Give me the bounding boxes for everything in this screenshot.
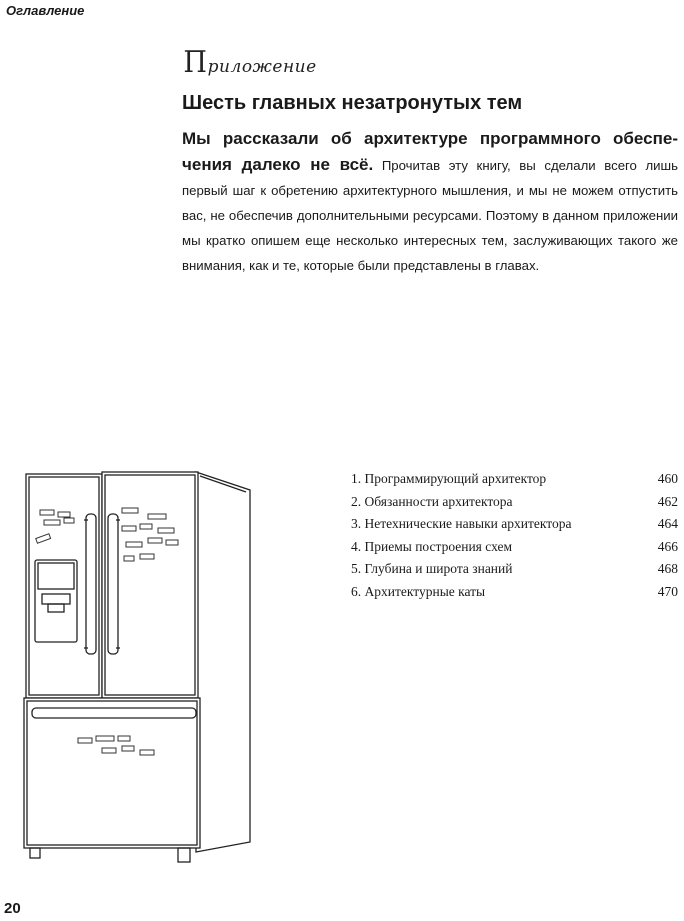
toc-item[interactable] xyxy=(351,468,678,491)
toc-item-label: 3. Нетехнические навыки архитектора xyxy=(351,516,572,531)
toc-item[interactable] xyxy=(351,513,678,536)
toc-item-label: 4. Приемы построения схем xyxy=(351,538,513,554)
appendix-initial: П xyxy=(183,45,208,80)
toc-item[interactable] xyxy=(351,536,678,559)
intro-body: Прочитав эту книгу, вы сделали всего лишь первый шаг к обретению архитектурного мышления, и мы не можем отпустить вас, не обеспечив дополнительными ресурсами. Поэтому в данном приложении мы кратко опишем еще несколько интересных тем, заслуживающих такого же внимания, как и те, которые были представлены в главах. xyxy=(182,158,678,273)
appendix-label xyxy=(182,45,317,80)
toc-item-page: 460 xyxy=(657,471,678,486)
toc-list xyxy=(351,468,678,603)
toc-item-label: 2. Обязанности архитектора xyxy=(351,493,513,509)
toc-item[interactable] xyxy=(351,491,678,514)
page-number: 20 xyxy=(4,900,21,917)
toc-item[interactable] xyxy=(351,581,678,604)
toc-item[interactable] xyxy=(351,558,678,581)
appendix-label-rest: риложение xyxy=(207,57,317,77)
toc-item-page: 466 xyxy=(657,538,678,554)
toc-item-page: 470 xyxy=(657,583,678,599)
toc-item-page: 468 xyxy=(657,561,678,576)
page-title: Шесть главных незатронутых тем xyxy=(182,92,523,114)
intro-paragraph xyxy=(182,126,678,278)
toc-item-page: 462 xyxy=(657,493,678,509)
toc-item-page: 464 xyxy=(657,516,678,531)
refrigerator-illustration xyxy=(18,468,258,868)
toc-item-label: 5. Глубина и широта знаний xyxy=(351,561,513,576)
toc-item-label: 1. Программирующий архитектор xyxy=(351,471,547,486)
toc-item-label: 6. Архитектурные каты xyxy=(351,583,486,599)
intro-lead: Мы рассказали об архитектуре программного обеспечения далеко не всё. xyxy=(182,129,678,174)
running-head: Оглавление xyxy=(6,3,85,18)
